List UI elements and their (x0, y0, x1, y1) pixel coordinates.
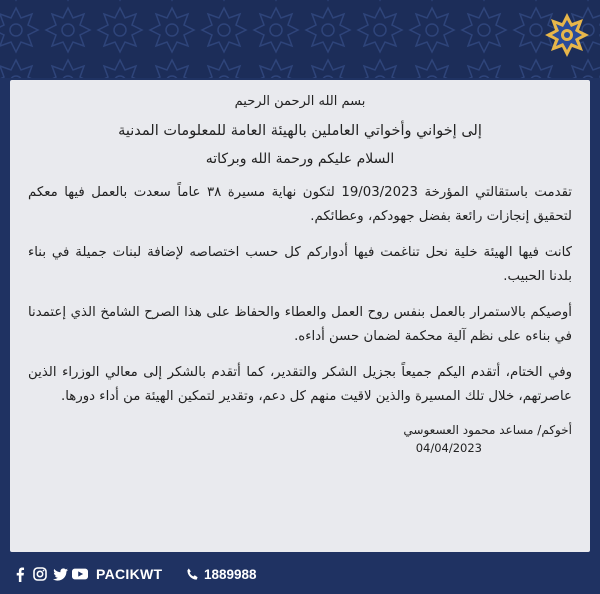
phone-icon (184, 566, 200, 582)
twitter-icon[interactable] (52, 566, 68, 582)
signature-date: 04/04/2023 (415, 441, 482, 455)
paci-logo-icon (544, 12, 590, 58)
letter-paragraph-2: كانت فيها الهيئة خلية نحل تناغمت فيها أدواركم كل حسب اختصاصه لإضافة لبنات جميلة في بناء بلدنا الحبيب. (28, 245, 572, 284)
letter-greeting: السلام عليكم ورحمة الله وبركاته (205, 151, 395, 167)
letter-paragraph-4: وفي الختام، أتقدم اليكم جميعاً بجزيل الشكر والتقدير، كما أتقدم بالشكر إلى معالي الوزراء الذين عاصرتهم، خلال تلك المسيرة والذين لاقيت منهم كل دعم، وتقدير لتمكين الهيئة من أداء دورها. (28, 365, 572, 404)
basmala: بسم الله الرحمن الرحيم (234, 94, 366, 109)
hotline (184, 566, 257, 582)
social-links (12, 566, 162, 582)
hotline-number[interactable]: 1889988 (204, 566, 257, 582)
signature-block (28, 421, 572, 457)
signature-name: أخوكم/ مساعد محمود العسعوسي (403, 423, 572, 437)
header-banner (0, 0, 600, 78)
letter-paragraph-1: تقدمت باستقالتي المؤرخة 19/03/2023 لتكون نهاية مسيرة ٣٨ عاماً سعدت بالعمل فيها معكم لتحقيق إنجازات رائعة بفضل جهودكم، وعطائكم. (28, 185, 572, 224)
footer-bar (0, 556, 600, 594)
letter-card (10, 80, 590, 552)
youtube-icon[interactable] (72, 566, 88, 582)
letter-paragraph-3: أوصيكم بالاستمرار بالعمل بنفس روح العمل والعطاء والحفاظ على هذا الصرح الشامخ الذي إعتمدنا في بناءه على نظم آلية محكمة لضمان حسن أداءه. (28, 305, 572, 344)
letter-addressee: إلى إخواني وأخواتي العاملين بالهيئة العامة للمعلومات المدنية (118, 123, 482, 139)
decorative-pattern (0, 0, 600, 78)
social-handle: PACIKWT (96, 566, 163, 582)
instagram-icon[interactable] (32, 566, 48, 582)
facebook-icon[interactable] (12, 566, 28, 582)
